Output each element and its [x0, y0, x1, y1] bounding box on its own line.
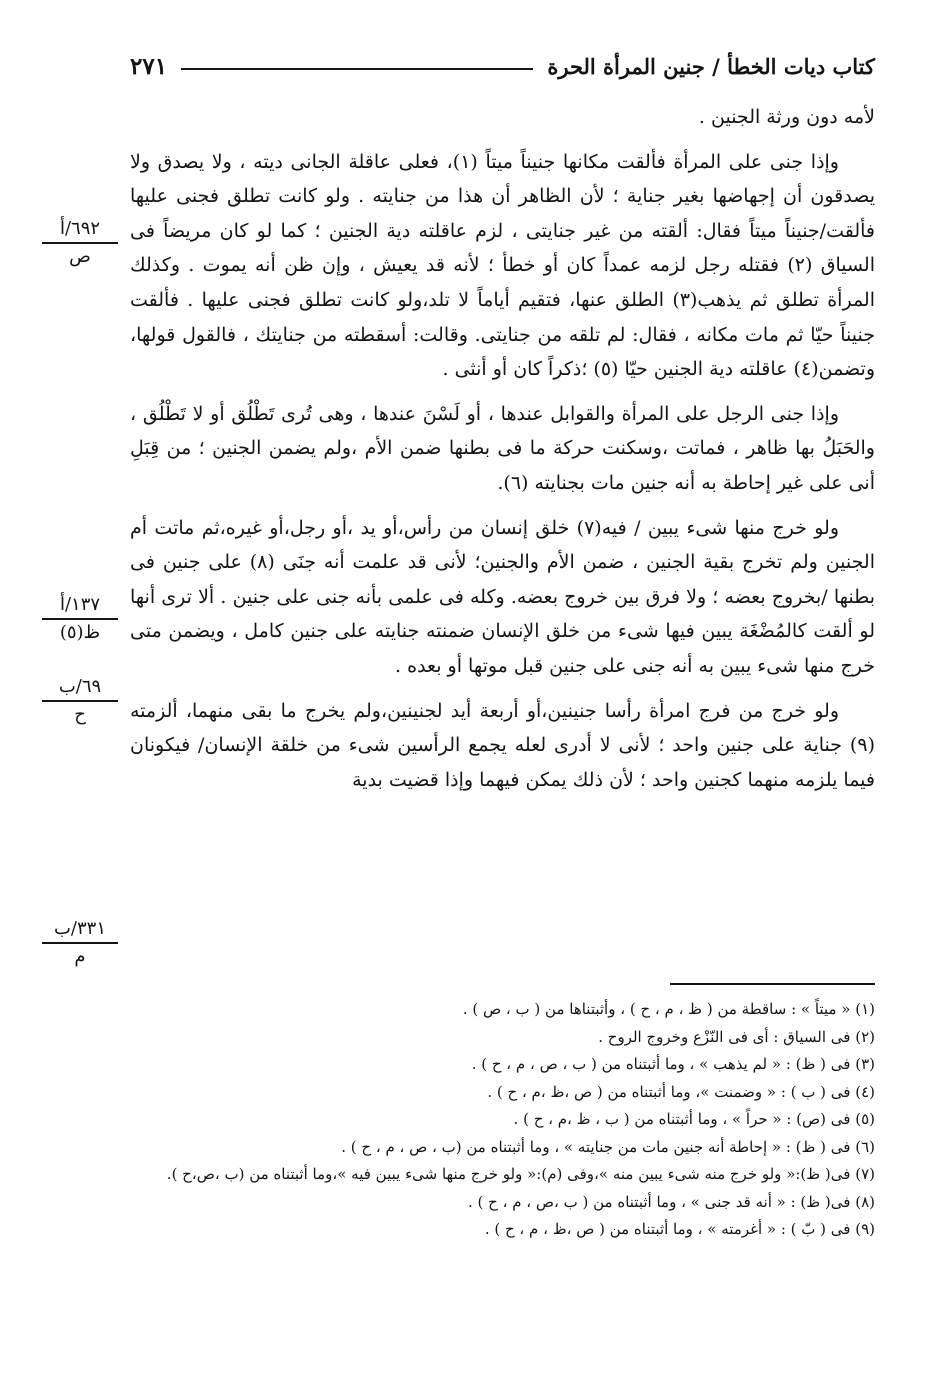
- footnote: (٨) فى( ظ) : « أنه قد جنى » ، وما أثبتناه من ( ب ،ص ، م ، ح ) .: [467, 1192, 875, 1211]
- margin-note: [42, 676, 118, 726]
- margin-note-folio: ٦٩/ب: [42, 676, 118, 702]
- paragraph: وإذا جنى الرجل على المرأة والقوابل عندها ، أو لَسْنَ عندها ، وهى تُرى تَطْلُق أو لا تَطْلُق ، والحَبَلُ بها ظاهر ، فماتت ،وسكنت حركة ما فى بطنها ضمن الأم ،ولم يضمن الجنين ؛ من قِبَلِ أنى على غير إحاطة به أنه جنين مات بجنايته (٦).: [130, 402, 875, 494]
- margin-note-folio: ٣٣١/ب: [42, 918, 118, 944]
- paragraph: لأمه دون ورثة الجنين .: [698, 106, 875, 128]
- footnote: (٣) فى ( ظ) : « لم يذهب » ، وما أثبتناه من ( ب ، ص ، م ، ح ) .: [471, 1055, 875, 1073]
- margin-note: [42, 918, 118, 968]
- margin-note: [42, 594, 118, 644]
- margin-note-manuscript: ظ(٥): [59, 622, 101, 643]
- footnote: (٧) فى( ظ):« ولو خرج منه شىء يبين منه »،وفى (م):« ولو خرج منها شىء يبين فيه »،وما أثبتناه من (ب ،ص،ح ).: [166, 1165, 875, 1183]
- running-title: كتاب ديات الخطأ / جنين المرأة الحرة: [547, 53, 875, 79]
- footnote: (١) « ميتاً » : ساقطة من ( ظ ، م ، ح ) ، وأثبتناها من ( ب ، ص ) .: [462, 1000, 875, 1018]
- paragraph: وإذا جنى على المرأة فألقت مكانها جنيناً ميتاً (١)، فعلى عاقلة الجانى ديته ، ولا يصدق ولا يصدقون أن إجهاضها بغير جناية ؛ لأن الظاهر أن هذا من جنايته . ولو كانت تطلق فجنى عليها فألقت/جنيناً ميتاً فقال: ألقته من غير جنايتى ، لزم عاقلته دية الجنين ؛ كما لو كان مريضاً فى السياق (٢) فقتله رجل لزمه عمداً كان أو خطأ ؛ لأنه قد يعيش ، وإن ظن أنه يموت . وكذلك المرأة تطلق ثم يذهب(٣) الطلق عنها، فتقيم أياماً لا تلد،ولو كانت تطلق فجنى عليها . فألقت جنيناً حيّا ثم مات مكانه ، فقال: لم تلقه من جنايتى. وقالت: أسقطته من جنايتك ، فالقول قولها، وتضمن(٤) عاقلته دية الجنين حيّا (٥) ؛ذكراً كان أو أنثى .: [130, 150, 876, 381]
- paragraph: ولو خرج من فرج امرأة رأسا جنينين،أو أربعة أيد لجنينين،ولم يخرج ما بقى منهما، ألزمته (٩) جناية على جنين واحد ؛ لأنى لا أدرى لعله يجمع الرأسين شىء من خلقة الإنسان/ فيكونان فيما يلزمه منهما كجنين واحد ؛ لأن ذلك يمكن فيهما وإذا قضيت بدية: [130, 699, 875, 791]
- page-number: ٢٧١: [130, 52, 168, 80]
- margin-note-folio: ٦٩٢/أ: [42, 218, 118, 244]
- body-text: [130, 100, 875, 807]
- footnote: (٢) فى السياق : أى فى النّزْع وخروج الروح .: [598, 1027, 875, 1046]
- margin-note: [42, 218, 118, 268]
- footnote-separator: [670, 983, 875, 985]
- margin-note-manuscript: م: [74, 946, 86, 967]
- footnote: (٩) فى ( بّ ) : « أغرمته » ، وما أثبتناه من ( ص ،ظ ، م ، ح ) .: [484, 1220, 875, 1238]
- paragraph: ولو خرج منها شىء يبين / فيه(٧) خلق إنسان من رأس،أو يد ،أو رجل،أو غيره،ثم ماتت أم الجنين ولم تخرج بقية الجنين ، ضمن الأم والجنين؛ لأنى قد علمت أنه جنَى (٨) على جنين فى بطنها /بخروج بعضه ؛ ولا فرق بين خروج بعضه. وكله فى علمى بأنه جنى على جنين . ألا ترى أنها لو ألقت كالمُضْغَة يبين فيها شىء من خلق الإنسان ضمنته جنايته على جنين كامل ، ويضمن متى خرج منها شىء يبين به أنه جنى على جنين قبل موتها أو بعده .: [130, 516, 875, 677]
- footnotes: [130, 996, 875, 1244]
- footnote: (٤) فى ( ب ) : « وضمنت »، وما أثبتناه من ( ص ،ظ ،م ، ح ) .: [487, 1082, 875, 1101]
- margin-note-manuscript: ص: [69, 246, 91, 267]
- footnote: (٦) فى ( ظ) : « إحاطة أنه جنين مات من جنايته » ، وما أثبتناه من (ب ، ص ، م ، ح ) .: [341, 1137, 875, 1156]
- page-header: [130, 48, 875, 84]
- margin-note-folio: ١٣٧/أ: [42, 594, 118, 620]
- margin-note-manuscript: ح: [74, 704, 86, 725]
- header-rule: [181, 68, 533, 70]
- footnote: (٥) فى (ص) : « حراً » ، وما أثبتناه من ( ب ، ظ ،م ، ح ) .: [513, 1110, 875, 1128]
